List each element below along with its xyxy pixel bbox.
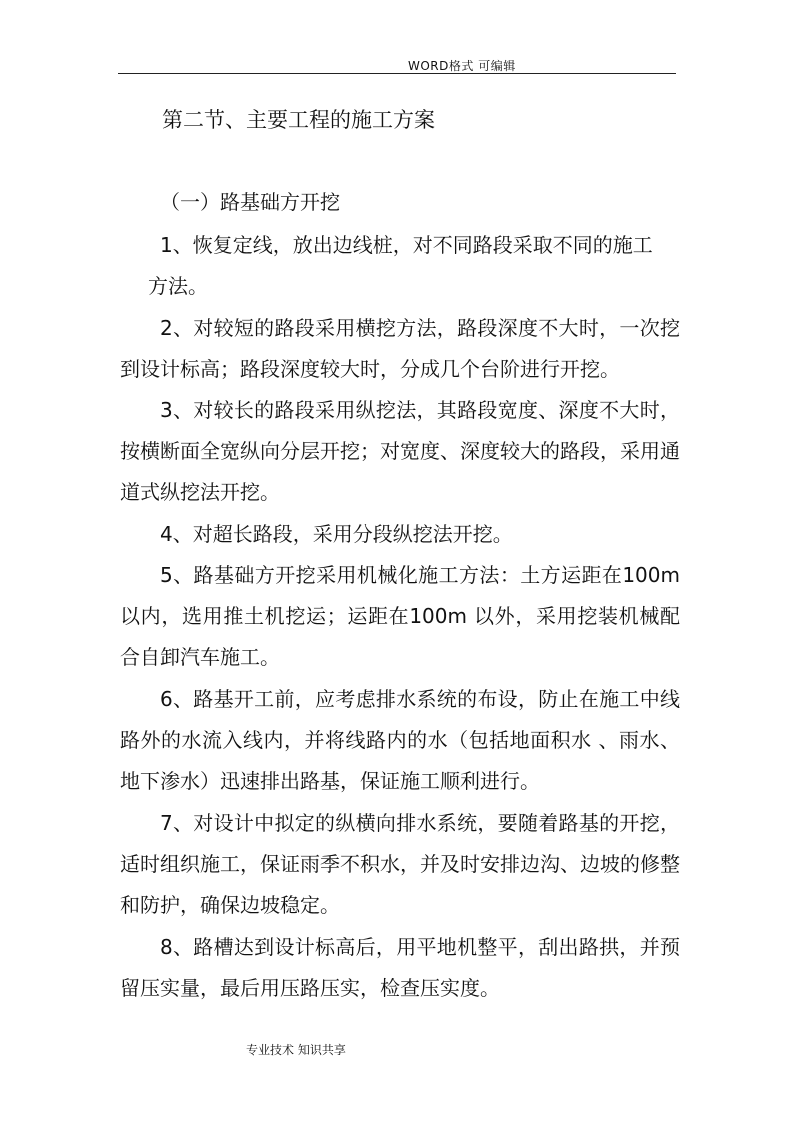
paragraph-7: 7、对设计中拟定的纵横向排水系统，要随着路基的开挖，适时组织施工，保证雨季不积水，并及时安排边沟、边坡的修整和防护，确保边坡稳定。 [120, 811, 680, 917]
paragraph-1-line-2: 方法。 [148, 274, 208, 298]
paragraph-3: 3、对较长的路段采用纵挖法，其路段宽度、深度不大时，按横断面全宽纵向分层开挖；对宽度、深度较大的路段，采用通道式纵挖法开挖。 [120, 398, 680, 504]
page-header: WORD格式 可编辑 [408, 59, 516, 73]
header-divider [118, 73, 676, 74]
paragraph-8: 8、路槽达到设计标高后，用平地机整平，刮出路拱，并预留压实量，最后用压路压实，检查压实度。 [120, 935, 680, 1000]
paragraph-6: 6、路基开工前，应考虑排水系统的布设，防止在施工中线路外的水流入线内，并将线路内的水（包括地面积水 、雨水、地下渗水）迅速排出路基，保证施工顺利进行。 [120, 687, 680, 793]
paragraph-2: 2、对较短的路段采用横挖方法，路段深度不大时，一次挖到设计标高；路段深度较大时，分成几个台阶进行开挖。 [120, 316, 680, 381]
sub-title: （一）路基础方开挖 [160, 190, 340, 214]
paragraph-5: 5、路基础方开挖采用机械化施工方法：土方运距在100m 以内，选用推土机挖运；运距在100m 以外，采用挖装机械配合自卸汽车施工。 [120, 563, 680, 669]
section-title: 第二节、主要工程的施工方案 [162, 108, 435, 132]
paragraph-4: 4、对超长路段，采用分段纵挖法开挖。 [160, 522, 513, 546]
paragraph-1-line-1: 1、恢复定线，放出边线桩，对不同路段采取不同的施工 [160, 233, 653, 257]
page-footer: 专业技术 知识共享 [246, 1043, 346, 1057]
